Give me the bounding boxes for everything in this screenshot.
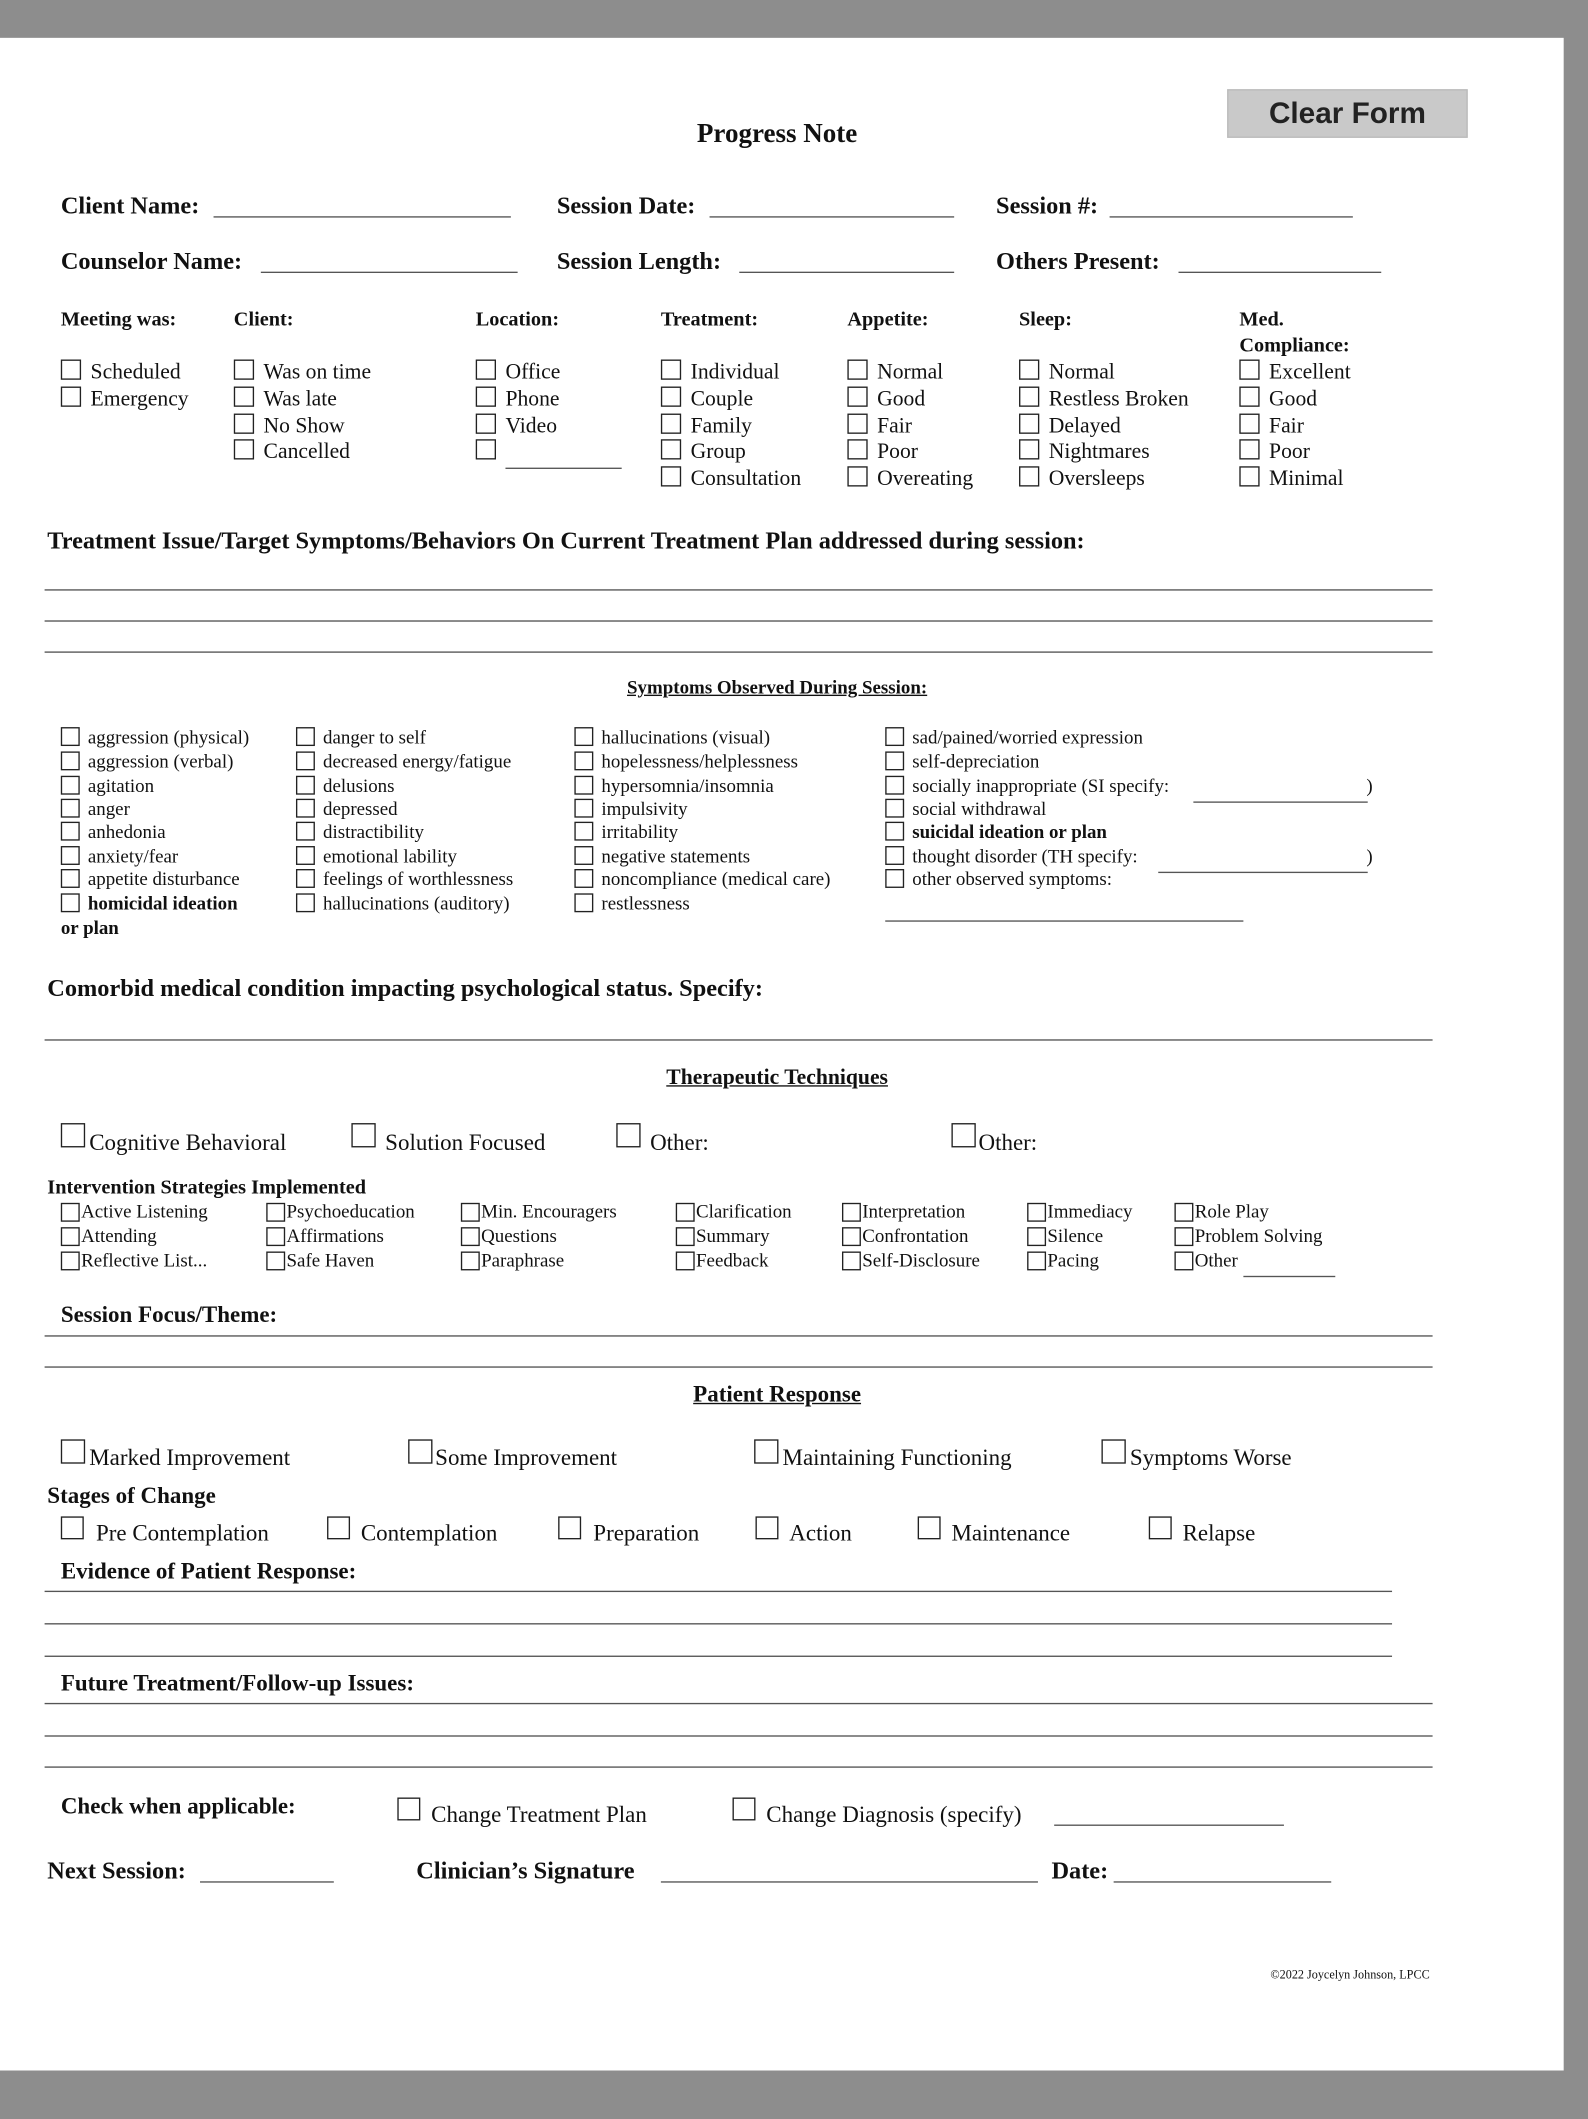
option-label: Good	[877, 387, 926, 411]
symptom-checkbox[interactable]	[61, 822, 80, 841]
intervention-checkbox[interactable]	[1174, 1227, 1193, 1246]
intervention-label: Self-Disclosure	[862, 1251, 980, 1272]
evidence-line[interactable]	[45, 1591, 1392, 1592]
option-checkbox[interactable]	[476, 439, 496, 459]
future-line[interactable]	[45, 1735, 1433, 1736]
intervention-other-input[interactable]	[1243, 1276, 1335, 1277]
symptom-checkbox[interactable]	[61, 893, 80, 912]
intervention-checkbox[interactable]	[842, 1251, 861, 1270]
group-heading: Sleep:	[1019, 309, 1072, 332]
option-label: Change Diagnosis (specify)	[766, 1801, 1022, 1827]
symptom-checkbox[interactable]	[61, 727, 80, 746]
option-checkbox[interactable]	[847, 439, 867, 459]
symptom-label: or plan	[60, 919, 119, 940]
comorbid-input[interactable]	[45, 1039, 1433, 1040]
intervention-label: Clarification	[696, 1202, 792, 1224]
intervention-label: Attending	[81, 1227, 157, 1248]
option-checkbox[interactable]	[1019, 466, 1039, 486]
response-label: Maintaining Functioning	[782, 1444, 1012, 1471]
option-checkbox[interactable]	[1239, 439, 1259, 459]
symptom-label: decreased energy/fatigue	[323, 752, 512, 774]
stage-label: Preparation	[593, 1520, 700, 1546]
option-checkbox[interactable]	[1019, 439, 1039, 459]
symptom-checkbox[interactable]	[296, 727, 315, 746]
option-checkbox[interactable]	[847, 414, 867, 434]
intervention-label: Interpretation	[862, 1202, 966, 1224]
intervention-checkbox[interactable]	[461, 1203, 480, 1222]
symptom-checkbox[interactable]	[574, 727, 593, 746]
symptom-label: restlessness	[601, 894, 690, 916]
symptom-label: danger to self	[323, 728, 426, 749]
option-checkbox[interactable]	[1239, 387, 1259, 407]
symptom-label: irritability	[601, 823, 679, 844]
copyright: ©2022 Joycelyn Johnson, LPCC	[1270, 1967, 1430, 1982]
intervention-label: Questions	[481, 1227, 557, 1248]
intervention-label: Reflective List...	[81, 1251, 208, 1272]
option-label: Office	[505, 360, 561, 384]
option-label: Change Treatment Plan	[431, 1801, 647, 1827]
clinician-signature-label: Clinician’s Signature	[416, 1856, 635, 1884]
option-label: Minimal	[1269, 466, 1344, 490]
option-label: Couple	[690, 387, 754, 411]
stage-label: Pre Contemplation	[95, 1520, 269, 1546]
stage-checkbox[interactable]	[61, 1516, 84, 1539]
intervention-checkbox[interactable]	[266, 1251, 285, 1270]
option-checkbox[interactable]	[61, 359, 81, 379]
symptom-checkbox[interactable]	[61, 799, 80, 818]
symptom-label: anxiety/fear	[87, 847, 179, 868]
symptom-label: hypersomnia/insomnia	[601, 777, 774, 798]
option-label: Good	[1269, 387, 1318, 411]
symptom-checkbox[interactable]	[61, 776, 80, 795]
option-label: Overeating	[877, 466, 974, 490]
intervention-checkbox[interactable]	[61, 1251, 80, 1270]
option-label: Was on time	[263, 360, 372, 384]
stage-label: Relapse	[1182, 1520, 1256, 1546]
th-specify-input[interactable]	[1158, 872, 1367, 873]
symptom-label: feelings of worthlessness	[323, 870, 514, 891]
field-3-input[interactable]	[261, 272, 518, 273]
symptom-checkbox[interactable]	[574, 893, 593, 912]
option-checkbox[interactable]	[661, 439, 681, 459]
option-label: Poor	[877, 439, 918, 463]
intervention-checkbox[interactable]	[1174, 1203, 1193, 1222]
intervention-label: Paraphrase	[481, 1251, 565, 1272]
option-checkbox[interactable]	[661, 466, 681, 486]
response-label: Symptoms Worse	[1129, 1444, 1292, 1471]
intervention-checkbox[interactable]	[676, 1203, 695, 1222]
field-2-label: Session #:	[996, 191, 1099, 219]
symptom-label: anhedonia	[87, 823, 166, 844]
patient-response-heading: Patient Response	[693, 1380, 862, 1407]
symptom-checkbox[interactable]	[885, 727, 904, 746]
option-label: Nightmares	[1048, 439, 1150, 463]
technique-label: Other:	[978, 1129, 1038, 1156]
intervention-checkbox[interactable]	[676, 1251, 695, 1270]
symptom-checkbox[interactable]	[296, 799, 315, 818]
symptom-label: social withdrawal	[912, 800, 1047, 821]
intervention-label: Problem Solving	[1194, 1227, 1323, 1248]
stage-label: Maintenance	[951, 1520, 1071, 1546]
symptom-checkbox[interactable]	[885, 846, 904, 865]
option-label: Phone	[505, 387, 560, 411]
option-label: Emergency	[90, 387, 189, 411]
option-checkbox[interactable]	[234, 439, 254, 459]
treatment-issue-line[interactable]	[45, 620, 1433, 621]
option-checkbox[interactable]	[1239, 359, 1259, 379]
technique-checkbox[interactable]	[951, 1123, 975, 1147]
symptom-checkbox[interactable]	[296, 751, 315, 770]
group-heading: Appetite:	[847, 309, 929, 332]
intervention-checkbox[interactable]	[676, 1227, 695, 1246]
symptom-checkbox[interactable]	[885, 751, 904, 770]
symptom-checkbox[interactable]	[61, 846, 80, 865]
location-other-input[interactable]	[505, 468, 621, 469]
intervention-label: Pacing	[1047, 1251, 1099, 1272]
option-label: Normal	[877, 360, 944, 384]
symptom-checkbox[interactable]	[574, 822, 593, 841]
field-0-label: Client Name:	[60, 191, 200, 219]
field-5-label: Others Present:	[996, 247, 1160, 275]
symptom-label: hopelessness/helplessness	[601, 752, 798, 774]
option-label: Fair	[877, 414, 912, 438]
paren: )	[1366, 847, 1373, 868]
symptom-checkbox[interactable]	[574, 799, 593, 818]
option-checkbox[interactable]	[661, 359, 681, 379]
symptom-label: emotional lability	[323, 847, 458, 868]
intervention-label: Confrontation	[862, 1227, 969, 1248]
symptom-label: negative statements	[601, 847, 751, 868]
symptom-label: sad/pained/worried expression	[912, 728, 1143, 749]
option-label: Cancelled	[263, 439, 350, 463]
interventions-heading: Intervention Strategies Implemented	[47, 1177, 366, 1200]
treatment-issue-heading: Treatment Issue/Target Symptoms/Behaviors On Current Treatment Plan addressed during session:	[47, 527, 1085, 555]
intervention-checkbox[interactable]	[61, 1227, 80, 1246]
option-label: Family	[690, 414, 752, 438]
intervention-checkbox[interactable]	[1027, 1227, 1046, 1246]
symptom-checkbox[interactable]	[885, 799, 904, 818]
symptom-label: agitation	[87, 777, 155, 798]
symptom-label: delusions	[323, 777, 395, 798]
option-label: Excellent	[1269, 360, 1351, 384]
symptom-checkbox[interactable]	[296, 893, 315, 912]
option-label: Restless Broken	[1048, 387, 1189, 411]
intervention-label: Other	[1194, 1251, 1238, 1272]
symptom-checkbox[interactable]	[296, 776, 315, 795]
treatment-issue-line[interactable]	[45, 589, 1433, 590]
symptom-checkbox[interactable]	[296, 822, 315, 841]
option-checkbox[interactable]	[61, 387, 81, 407]
intervention-checkbox[interactable]	[1027, 1203, 1046, 1222]
evidence-line[interactable]	[45, 1656, 1392, 1657]
symptom-label: noncompliance (medical care)	[601, 870, 831, 891]
symptom-label: depressed	[323, 800, 398, 821]
option-checkbox[interactable]	[661, 414, 681, 434]
treatment-issue-line[interactable]	[45, 651, 1433, 652]
group-heading: Location:	[475, 309, 560, 332]
response-label: Marked Improvement	[89, 1444, 291, 1471]
diagnosis-specify-input[interactable]	[1054, 1825, 1284, 1826]
option-label: Fair	[1269, 414, 1304, 438]
technique-label: Other:	[650, 1129, 709, 1156]
option-checkbox[interactable]	[1019, 387, 1039, 407]
stage-checkbox[interactable]	[918, 1516, 941, 1539]
option-checkbox[interactable]	[847, 466, 867, 486]
field-0-input[interactable]	[214, 216, 511, 217]
intervention-label: Affirmations	[286, 1227, 384, 1248]
technique-checkbox[interactable]	[61, 1123, 85, 1147]
symptom-checkbox[interactable]	[574, 869, 593, 888]
option-checkbox[interactable]	[661, 387, 681, 407]
option-label: Was late	[263, 387, 337, 411]
future-line[interactable]	[45, 1766, 1433, 1767]
intervention-label: Summary	[696, 1227, 770, 1248]
intervention-label: Psychoeducation	[286, 1202, 415, 1224]
symptom-label: homicidal ideation	[87, 894, 238, 916]
symptom-checkbox[interactable]	[296, 869, 315, 888]
option-label: Poor	[1269, 439, 1310, 463]
response-checkbox[interactable]	[61, 1439, 85, 1463]
option-checkbox[interactable]	[234, 359, 254, 379]
option-label: Consultation	[690, 466, 802, 490]
option-label: Individual	[690, 360, 780, 384]
date-input[interactable]	[1114, 1881, 1332, 1882]
option-checkbox[interactable]	[476, 414, 496, 434]
intervention-checkbox[interactable]	[461, 1251, 480, 1270]
option-checkbox[interactable]	[234, 414, 254, 434]
option-label: Delayed	[1048, 414, 1121, 438]
clinician-signature-input[interactable]	[661, 1881, 1038, 1882]
intervention-checkbox[interactable]	[266, 1227, 285, 1246]
option-label: Group	[690, 439, 746, 463]
field-4-input[interactable]	[739, 272, 954, 273]
group-heading: Meeting was:	[60, 309, 177, 332]
intervention-checkbox[interactable]	[1174, 1251, 1193, 1270]
field-4-label: Session Length:	[556, 247, 722, 275]
symptom-label: suicidal ideation or plan	[912, 823, 1107, 844]
response-checkbox[interactable]	[408, 1439, 432, 1463]
next-session-input[interactable]	[200, 1881, 334, 1882]
field-2-input[interactable]	[1110, 216, 1353, 217]
symptom-checkbox[interactable]	[296, 846, 315, 865]
stage-label: Contemplation	[360, 1520, 498, 1546]
response-label: Some Improvement	[435, 1444, 618, 1471]
symptom-label: aggression (physical)	[87, 728, 250, 749]
intervention-label: Active Listening	[81, 1202, 208, 1224]
future-label: Future Treatment/Follow-up Issues:	[60, 1670, 414, 1696]
symptom-label: socially inappropriate (SI specify:	[912, 777, 1170, 798]
symptom-checkbox[interactable]	[61, 751, 80, 770]
date-label: Date:	[1051, 1856, 1109, 1884]
si-specify-input[interactable]	[1193, 801, 1367, 802]
option-label: No Show	[263, 414, 345, 438]
group-heading: Client:	[233, 309, 294, 332]
techniques-heading: Therapeutic Techniques	[666, 1065, 888, 1089]
stage-checkbox[interactable]	[327, 1516, 350, 1539]
symptom-checkbox[interactable]	[574, 776, 593, 795]
intervention-label: Silence	[1047, 1227, 1104, 1248]
intervention-label: Immediacy	[1047, 1202, 1133, 1224]
symptom-checkbox[interactable]	[574, 751, 593, 770]
technique-checkbox[interactable]	[616, 1123, 640, 1147]
option-label: Oversleeps	[1048, 466, 1145, 490]
option-checkbox[interactable]	[1239, 414, 1259, 434]
symptom-label: impulsivity	[601, 800, 688, 821]
field-3-label: Counselor Name:	[60, 247, 243, 275]
option-label: Video	[505, 414, 558, 438]
stage-label: Action	[789, 1520, 852, 1546]
symptom-label: self-depreciation	[912, 752, 1040, 774]
intervention-checkbox[interactable]	[1027, 1251, 1046, 1270]
stages-heading: Stages of Change	[47, 1482, 216, 1508]
group-heading: Compliance:	[1239, 335, 1350, 358]
field-1-input[interactable]	[710, 216, 955, 217]
stage-checkbox[interactable]	[558, 1516, 581, 1539]
page-title: Progress Note	[696, 119, 858, 150]
intervention-checkbox[interactable]	[61, 1203, 80, 1222]
option-checkbox[interactable]	[847, 359, 867, 379]
technique-label: Solution Focused	[385, 1129, 546, 1156]
intervention-checkbox[interactable]	[266, 1203, 285, 1222]
field-5-input[interactable]	[1179, 272, 1382, 273]
response-checkbox[interactable]	[1101, 1439, 1125, 1463]
symptom-label: hallucinations (visual)	[601, 728, 771, 749]
change-diagnosis-checkbox[interactable]	[733, 1797, 756, 1820]
check-applicable-label: Check when applicable:	[60, 1793, 296, 1819]
symptom-label: anger	[87, 800, 130, 821]
evidence-label: Evidence of Patient Response:	[60, 1557, 357, 1584]
stage-checkbox[interactable]	[755, 1516, 778, 1539]
symptom-label: hallucinations (auditory)	[323, 894, 510, 916]
session-focus-line[interactable]	[45, 1366, 1433, 1367]
symptom-checkbox[interactable]	[61, 869, 80, 888]
symptom-label: distractibility	[323, 823, 424, 844]
intervention-label: Safe Haven	[286, 1251, 375, 1272]
intervention-checkbox[interactable]	[461, 1227, 480, 1246]
symptom-label: aggression (verbal)	[87, 752, 234, 774]
option-checkbox[interactable]	[1239, 466, 1259, 486]
intervention-checkbox[interactable]	[842, 1227, 861, 1246]
paren: )	[1366, 777, 1373, 798]
symptom-checkbox[interactable]	[885, 869, 904, 888]
field-1-label: Session Date:	[556, 191, 696, 219]
intervention-label: Role Play	[1194, 1202, 1269, 1224]
clear-form-button[interactable]: Clear Form	[1227, 89, 1468, 138]
evidence-line[interactable]	[45, 1623, 1392, 1624]
intervention-checkbox[interactable]	[842, 1203, 861, 1222]
option-checkbox[interactable]	[476, 359, 496, 379]
option-checkbox[interactable]	[847, 387, 867, 407]
symptoms-heading: Symptoms Observed During Session:	[627, 678, 928, 699]
group-heading: Treatment:	[660, 309, 759, 332]
symptom-label: thought disorder (TH specify:	[912, 847, 1138, 868]
technique-checkbox[interactable]	[351, 1123, 375, 1147]
group-heading: Med.	[1239, 309, 1284, 332]
intervention-label: Min. Encouragers	[481, 1202, 617, 1224]
session-focus-label: Session Focus/Theme:	[60, 1301, 278, 1327]
option-checkbox[interactable]	[476, 387, 496, 407]
comorbid-heading: Comorbid medical condition impacting psychological status. Specify:	[47, 974, 763, 1002]
response-checkbox[interactable]	[754, 1439, 778, 1463]
change-treatment-plan-checkbox[interactable]	[397, 1797, 420, 1820]
option-label: Scheduled	[90, 360, 181, 384]
option-checkbox[interactable]	[1019, 359, 1039, 379]
symptom-checkbox[interactable]	[574, 846, 593, 865]
symptom-checkbox[interactable]	[885, 776, 904, 795]
future-line[interactable]	[45, 1703, 1433, 1704]
symptom-label: appetite disturbance	[87, 870, 240, 891]
option-checkbox[interactable]	[234, 387, 254, 407]
symptom-checkbox[interactable]	[885, 822, 904, 841]
intervention-label: Feedback	[696, 1251, 769, 1272]
option-checkbox[interactable]	[1019, 414, 1039, 434]
symptom-label: other observed symptoms:	[912, 870, 1112, 891]
session-focus-input[interactable]	[45, 1335, 1433, 1336]
next-session-label: Next Session:	[47, 1856, 186, 1884]
other-symptoms-input[interactable]	[885, 920, 1243, 921]
technique-label: Cognitive Behavioral	[89, 1129, 287, 1156]
stage-checkbox[interactable]	[1149, 1516, 1172, 1539]
option-label: Normal	[1048, 360, 1115, 384]
